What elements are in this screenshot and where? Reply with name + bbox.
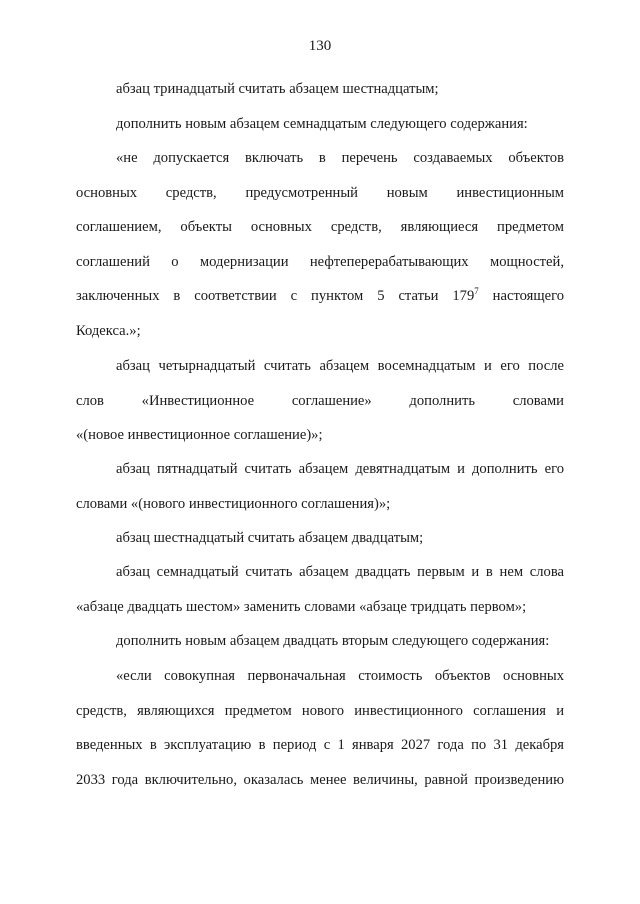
- paragraph-2: [76, 107, 564, 142]
- text-fragment: настоящего: [478, 288, 564, 304]
- paragraph-5: [76, 452, 564, 521]
- text-line: «не допускается включать в перечень создаваемых объектов: [116, 150, 564, 166]
- paragraph-6: [76, 521, 564, 556]
- text-line: Кодекса.»;: [76, 322, 141, 339]
- text-line: «если совокупная первоначальная стоимость объектов основных: [116, 668, 564, 684]
- text-line: «абзаце двадцать шестом» заменить словами «абзаце тридцать первом»;: [76, 598, 527, 615]
- text-line: средств, являющихся предметом нового инвестиционного соглашения и: [76, 702, 564, 719]
- text-line: абзац семнадцатый считать абзацем двадцать первым и в нем слова: [116, 564, 564, 580]
- text-line: абзац шестнадцатый считать абзацем двадцатым;: [116, 530, 424, 546]
- text-line: абзац четырнадцатый считать абзацем восемнадцатым и его после: [116, 358, 564, 374]
- paragraph-7: [76, 555, 564, 624]
- text-line: соглашением, объекты основных средств, являющиеся предметом: [76, 219, 564, 235]
- text-line: соглашений о модернизации нефтеперерабатывающих мощностей,: [76, 253, 564, 270]
- text-line: «(новое инвестиционное соглашение)»;: [76, 427, 323, 443]
- paragraph-1: [76, 72, 564, 107]
- text-line: абзац пятнадцатый считать абзацем девятнадцатым и дополнить его: [116, 461, 564, 477]
- text-line: основных средств, предусмотренный новым инвестиционным: [76, 184, 564, 201]
- text-fragment: заключенных в соответствии с пунктом 5 статьи 179: [76, 288, 475, 304]
- page-number: 130: [308, 38, 332, 54]
- text-line: 2033 года включительно, оказалась менее величины, равной произведению: [76, 771, 564, 788]
- text-line: словами «(нового инвестиционного соглашения)»;: [76, 495, 391, 512]
- text-line-with-footnote: [76, 279, 564, 314]
- superscript-number: 7: [474, 286, 479, 297]
- text-line: введенных в эксплуатацию в период с 1 января 2027 года по 31 декабря: [76, 737, 564, 753]
- text-line: дополнить новым абзацем семнадцатым следующего содержания:: [116, 116, 528, 132]
- paragraph-8: [76, 624, 564, 659]
- text-line: абзац тринадцатый считать абзацем шестнадцатым;: [116, 81, 439, 97]
- paragraph-3: [76, 141, 564, 348]
- text-line: дополнить новым абзацем двадцать вторым следующего содержания:: [116, 633, 550, 649]
- paragraph-4: [76, 349, 564, 453]
- paragraph-9: [76, 659, 564, 797]
- text-line: слов «Инвестиционное соглашение» дополнить словами: [76, 392, 564, 409]
